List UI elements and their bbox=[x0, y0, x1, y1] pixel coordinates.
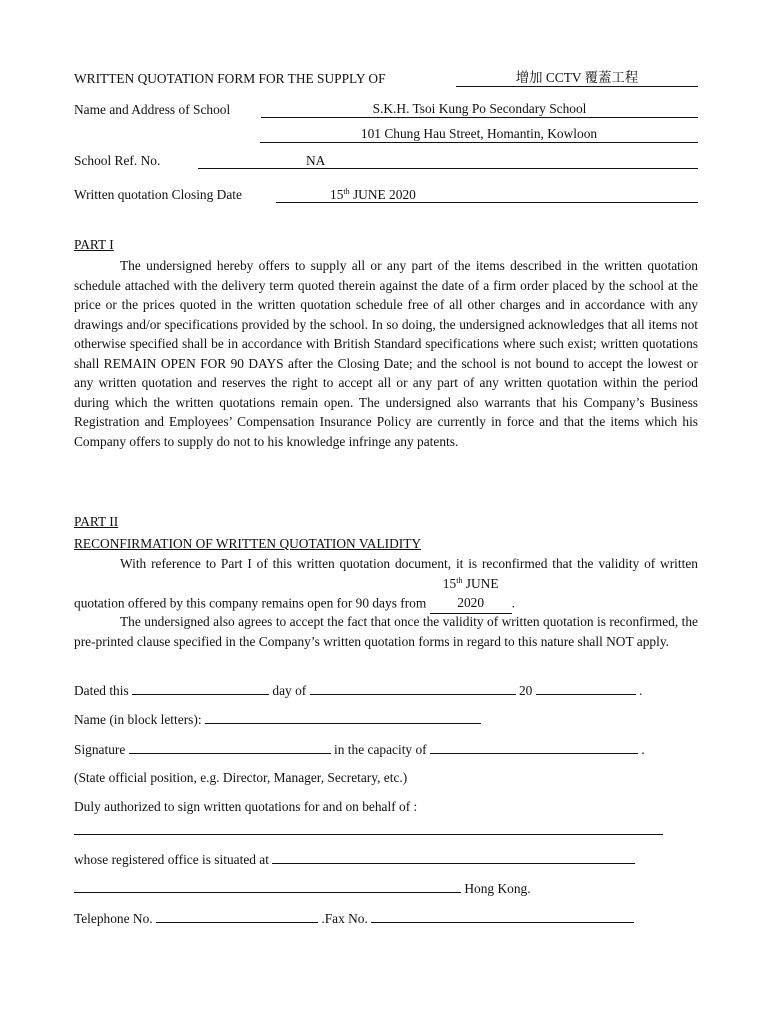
validity-date-field[interactable]: 15th JUNE 2020 bbox=[430, 574, 512, 614]
tel-fax-row bbox=[74, 908, 698, 928]
day-field[interactable] bbox=[132, 680, 269, 695]
registered-office-label: whose registered office is situated at bbox=[74, 852, 269, 867]
telephone-field[interactable] bbox=[156, 908, 318, 923]
name-row bbox=[74, 709, 698, 729]
name-field[interactable] bbox=[205, 709, 481, 724]
form-title: WRITTEN QUOTATION FORM FOR THE SUPPLY OF bbox=[74, 71, 386, 86]
company-name-field[interactable] bbox=[74, 834, 663, 835]
capacity-label: in the capacity of bbox=[334, 742, 427, 757]
part1-paragraph: The undersigned hereby offers to supply all or any part of the items described in the written quotation schedule attached with the delivery term quoted therein against the date of a firm order placed by the school at the price or the prices quoted in the written quotation schedule free of all other charges and in accordance with any drawings and/or specifications provided by the school. In so doing, the undersigned acknowledges that all items not otherwise specified shall be in accordance with British Standard specifications where such exist; written quotations shall REMAIN OPEN FOR 90 DAYS after the Closing Date; and the school is not bound to accept the lowest or any written quotation and reserves the right to accept all or any part of any written quotation within the period during which the written quotations remain open. The undersigned also warrants that his Company’s Business Registration and Employees’ Compensation Insurance Policy are currently in force and that the items which his Company offers to supply do not to his knowledge infringe any patents. bbox=[74, 258, 698, 449]
signature-label: Signature bbox=[74, 742, 126, 757]
year-prefix: 20 bbox=[518, 683, 533, 698]
part2-subheading: RECONFIRMATION OF WRITTEN QUOTATION VALIDITY bbox=[74, 536, 422, 551]
capacity-field[interactable] bbox=[430, 739, 638, 754]
closing-date-value: 15th JUNE 2020 bbox=[330, 187, 416, 202]
hong-kong-label: Hong Kong. bbox=[464, 881, 531, 896]
registered-office-field[interactable] bbox=[272, 849, 635, 864]
dated-this-label: Dated this bbox=[74, 683, 129, 698]
address-line-row bbox=[74, 878, 698, 898]
supply-of-field[interactable]: 增加 CCTV 覆蓋工程 bbox=[456, 70, 698, 87]
fax-label: .Fax No. bbox=[321, 911, 368, 926]
ref-field[interactable] bbox=[198, 152, 698, 169]
part1-heading: PART I bbox=[74, 237, 114, 252]
state-note: (State official position, e.g. Director, Manager, Secretary, etc.) bbox=[74, 770, 408, 785]
school-label: Name and Address of School bbox=[74, 102, 231, 117]
closing-date-row bbox=[74, 186, 698, 204]
ref-label: School Ref. No. bbox=[74, 153, 161, 168]
part2-paragraph-1: With reference to Part I of this written quotation document, it is reconfirmed that the validity of written quotation offered by this company remains open for 90 days from 15th JUNE 2020 . bbox=[74, 554, 698, 614]
signature-period: . bbox=[641, 742, 645, 757]
name-label: Name (in block letters): bbox=[74, 712, 202, 727]
signature-field[interactable] bbox=[129, 739, 331, 754]
dated-row bbox=[74, 680, 698, 700]
closing-label: Written quotation Closing Date bbox=[74, 187, 242, 202]
form-title-row bbox=[74, 70, 698, 88]
dated-period: . bbox=[639, 683, 643, 698]
month-field[interactable] bbox=[310, 680, 516, 695]
part2-heading: PART II bbox=[74, 514, 119, 529]
registered-office-row bbox=[74, 849, 698, 869]
school-name-field[interactable]: S.K.H. Tsoi Kung Po Secondary School bbox=[261, 101, 698, 118]
school-name-row bbox=[74, 101, 698, 119]
telephone-label: Telephone No. bbox=[74, 911, 153, 926]
day-of-label: day of bbox=[272, 683, 307, 698]
closing-date-field[interactable] bbox=[276, 186, 698, 203]
school-address-field[interactable]: 101 Chung Hau Street, Homantin, Kowloon bbox=[260, 126, 698, 143]
signature-row bbox=[74, 739, 698, 759]
year-field[interactable] bbox=[536, 680, 636, 695]
address-line-field[interactable] bbox=[74, 878, 461, 893]
fax-field[interactable] bbox=[371, 908, 634, 923]
duly-authorized: Duly authorized to sign written quotations for and on behalf of : bbox=[74, 799, 418, 814]
ref-value: NA bbox=[306, 153, 326, 168]
part2-paragraph-2: The undersigned also agrees to accept the fact that once the validity of written quotation is reconfirmed, the pre-printed clause specified in the Company’s written quotation forms in regard to this nature shall NOT apply. bbox=[74, 614, 698, 649]
school-ref-row bbox=[74, 152, 698, 170]
